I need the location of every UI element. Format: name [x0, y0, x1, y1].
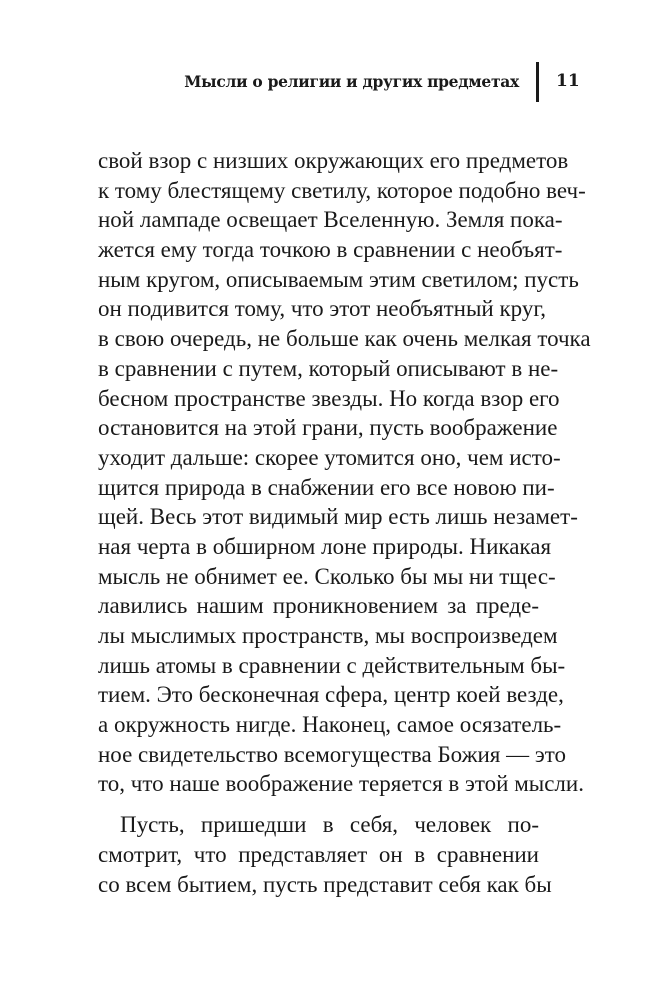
text-line: щится природа в снабжении его все новою пи-: [98, 474, 555, 500]
text-line: смотрит, что представляет он в сравнении: [98, 841, 539, 867]
paragraph: [98, 810, 552, 899]
text-line: а окружность нигде. Наконец, самое осязатель-: [98, 712, 562, 738]
text-line: к тому блестящему светилу, которое подобно веч-: [98, 177, 586, 203]
body-text: [98, 146, 591, 899]
text-line: ным кругом, описываемым этим светилом; пусть: [98, 266, 579, 292]
text-line: бесном пространстве звезды. Но когда взор его: [98, 385, 560, 411]
text-line: жется ему тогда точкою в сравнении с необъят-: [98, 237, 563, 263]
text-line: лавились нашим проникновением за преде-: [98, 593, 539, 619]
text-line: лишь атомы в сравнении с действительным бы-: [98, 652, 566, 678]
text-line: он подивится тому, что этот необъятный круг,: [98, 296, 546, 322]
text-line: тием. Это бесконечная сфера, центр коей везде,: [98, 682, 564, 708]
text-line: ное свидетельство всемогущества Божия — это: [98, 741, 566, 767]
text-line: мысль не обнимет ее. Сколько бы мы ни тщес-: [98, 563, 556, 589]
running-title: Мысли о религии и других предметах: [184, 72, 519, 91]
text-line: Пусть, пришедши в себя, человек по-: [120, 812, 539, 838]
page-number: 11: [556, 71, 580, 91]
text-line: то, что наше воображение теряется в этой мысли.: [98, 771, 584, 797]
text-line: в свою очередь, не больше как очень мелкая точка: [98, 326, 591, 352]
paragraph: [98, 146, 591, 799]
text-line: остановится на этой грани, пусть воображение: [98, 415, 558, 441]
text-line: со всем бытием, пусть представит себя как бы: [98, 871, 552, 897]
header-divider: [536, 62, 539, 102]
text-line: в сравнении с путем, который описывают в не-: [98, 355, 559, 381]
running-head: [0, 62, 669, 102]
text-line: ная черта в обширном лоне природы. Никакая: [98, 533, 552, 559]
text-line: лы мыслимых пространств, мы воспроизведем: [98, 623, 558, 648]
paragraph-gap: [98, 799, 539, 810]
text-line: свой взор с низших окружающих его предметов: [98, 148, 569, 173]
text-line: уходит дальше: скорее утомится оно, чем исто-: [98, 444, 561, 470]
text-line: щей. Весь этот видимый мир есть лишь незамет-: [98, 504, 578, 530]
text-line: ной лампаде освещает Вселенную. Земля пока-: [98, 207, 563, 233]
